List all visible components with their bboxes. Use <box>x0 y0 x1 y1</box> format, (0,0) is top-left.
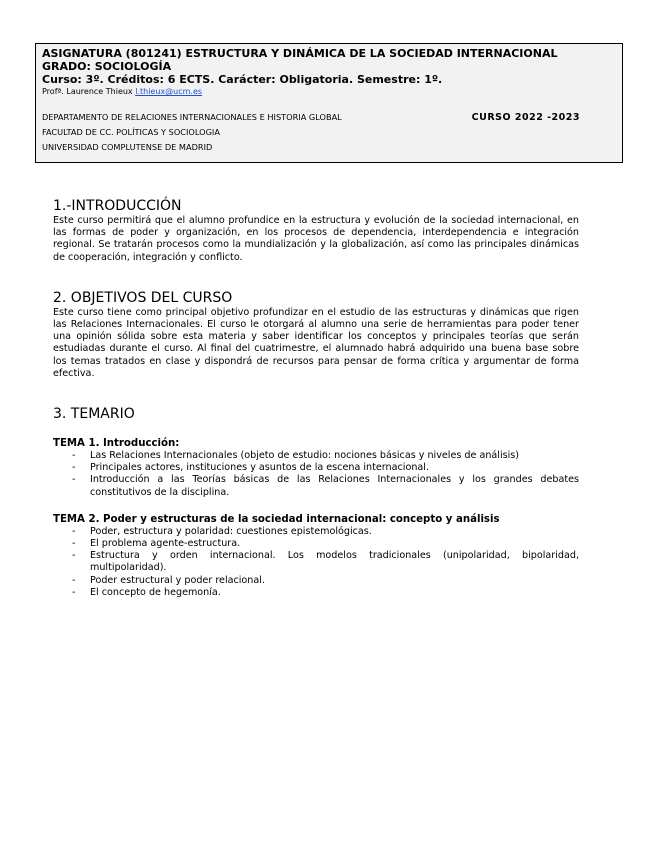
university-name: UNIVERSIDAD COMPLUTENSE DE MADRID <box>42 142 213 152</box>
department-name: DEPARTAMENTO DE RELACIONES INTERNACIONALES E HISTORIA GLOBAL <box>42 112 342 122</box>
tema1-list <box>53 450 579 499</box>
list-item: - Poder, estructura y polaridad: cuestiones epistemológicas. <box>53 526 579 538</box>
course-details: Curso: 3º. Créditos: 6 ECTS. Carácter: Obligatoria. Semestre: 1º. <box>42 73 443 86</box>
professor-line <box>42 86 616 98</box>
faculty-name: FACULTAD DE CC. POLÍTICAS Y SOCIOLOGIA <box>42 127 220 137</box>
degree-line: GRADO: SOCIOLOGÍA <box>42 60 172 73</box>
spacer <box>53 380 579 406</box>
document-body <box>53 198 579 599</box>
list-item: - Introducción a las Teorías básicas de las Relaciones Internacionales y los grandes debates constitutivos de la disciplina. <box>53 474 579 498</box>
list-item: - Poder estructural y poder relacional. <box>53 575 579 587</box>
section-title-intro: 1.-INTRODUCCIÓN <box>53 198 182 214</box>
list-item: - Las Relaciones Internacionales (objeto de estudio: nociones básicas y niveles de análisis) <box>53 450 579 462</box>
course-title: ASIGNATURA (801241) ESTRUCTURA Y DINÁMICA DE LA SOCIEDAD INTERNACIONAL <box>42 47 558 60</box>
section-title-objectives: 2. OBJETIVOS DEL CURSO <box>53 289 233 306</box>
section-title-syllabus: 3. TEMARIO <box>53 406 135 423</box>
spacer <box>53 264 579 290</box>
professor-email-link[interactable]: l.thieux@ucm.es <box>135 87 203 96</box>
intro-paragraph: Este curso permitirá que el alumno profundice en la estructura y evolución de la sociedad internacional, en las formas de poder y organización, en los procesos de dependencia, interdependencia e integración regional. Se tratarán procesos como la mundialización y la globalización, así como las principales dinámicas de cooperación, integración y conflicto. <box>53 215 579 263</box>
list-item: - El problema agente-estructura. <box>53 538 579 550</box>
tema2-list <box>53 526 579 599</box>
objectives-paragraph: Este curso tiene como principal objetivo profundizar en el estudio de las estructuras y dinámicas que rigen las Relaciones Internacionales. El curso le otorgará al alumno una serie de herramientas para poder tener una opinión sólida sobre esta materia y saber identificar los conceptos y principales teorías que serán estudiadas durante el curso. Al final del cuatrimestre, el alumnado habrá adquirido una buena base sobre los temas tratados en clase y dispondrá de recursos para pensar de forma crítica y argumentar de forma efectiva. <box>53 306 579 379</box>
list-item: - Estructura y orden internacional. Los modelos tradicionales (unipolaridad, bipolaridad, multipolaridad). <box>53 550 579 574</box>
professor-name: Profª. Laurence Thieux <box>42 87 133 96</box>
course-header-box <box>35 43 623 163</box>
tema1-title: TEMA 1. Introducción: <box>53 438 180 450</box>
department-row <box>42 110 616 125</box>
list-item: - El concepto de hegemonía. <box>53 587 579 599</box>
course-year: CURSO 2022 -2023 <box>471 112 580 123</box>
list-item: - Principales actores, instituciones y asuntos de la escena internacional. <box>53 462 579 474</box>
tema2-title: TEMA 2. Poder y estructuras de la sociedad internacional: concepto y análisis <box>53 513 500 525</box>
